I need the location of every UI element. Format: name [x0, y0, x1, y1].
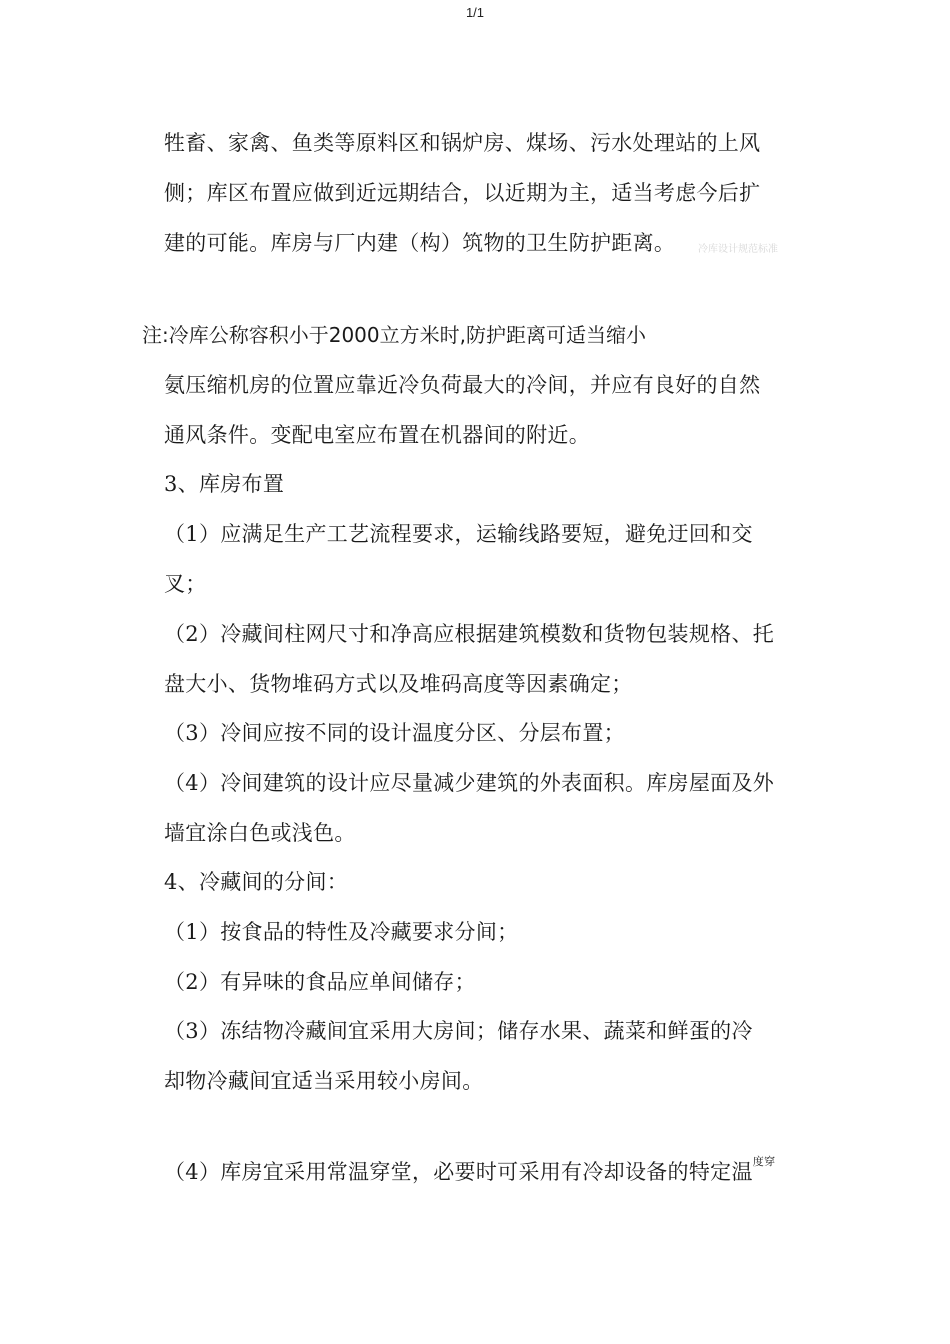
paragraph-2-line-2: 通风条件。变配电室应布置在机器间的附近。: [164, 423, 590, 447]
paragraph-1-line-1: 牲畜、家禽、鱼类等原料区和锅炉房、煤场、污水处理站的上风: [164, 131, 761, 155]
page-number: 1/1: [465, 5, 485, 20]
section-3-item-4-line-2: 墙宜涂白色或浅色。: [164, 821, 356, 845]
paragraph-2-line-1: 氨压缩机房的位置应靠近冷负荷最大的冷间，并应有良好的自然: [164, 373, 761, 397]
section-4-item-1: （1）按食品的特性及冷藏要求分间；: [164, 920, 519, 944]
paragraph-1-line-3: 建的可能。库房与厂内建（构）筑物的卫生防护距离。: [164, 231, 676, 255]
section-4-item-2: （2）有异味的食品应单间储存；: [164, 970, 476, 994]
section-3-item-2-line-1: （2）冷藏间柱网尺寸和净高应根据建筑模数和货物包装规格、托: [164, 622, 775, 646]
note-line: 注:冷库公称容积小于2000立方米时,防护距离可适当缩小: [142, 323, 646, 347]
paragraph-1-line-2: 侧；库区布置应做到近远期结合，以近期为主，适当考虑今后扩: [164, 181, 761, 205]
section-3-item-2-line-2: 盘大小、货物堆码方式以及堆码高度等因素确定；: [164, 672, 633, 696]
watermark-text: 冷库设计规范标准: [698, 244, 778, 255]
section-4-item-4-superscript: 度穿: [752, 1155, 776, 1168]
section-3-item-1-line-1: （1）应满足生产工艺流程要求，运输线路要短，避免迂回和交: [164, 522, 753, 546]
section-4-item-4-text: （4）库房宜采用常温穿堂，必要时可采用有冷却设备的特定温: [164, 1160, 753, 1184]
section-4-item-3-line-1: （3）冻结物冷藏间宜采用大房间；储存水果、蔬菜和鲜蛋的冷: [164, 1019, 753, 1043]
section-3-item-1-line-2: 叉；: [164, 572, 207, 596]
section-4-item-3-line-2: 却物冷藏间宜适当采用较小房间。: [164, 1069, 484, 1093]
section-3-heading: 3、库房布置: [164, 472, 285, 496]
section-3-item-4-line-1: （4）冷间建筑的设计应尽量减少建筑的外表面积。库房屋面及外: [164, 771, 775, 795]
section-4-item-4: [164, 1157, 775, 1187]
section-4-heading: 4、冷藏间的分间：: [164, 870, 349, 894]
section-3-item-3: （3）冷间应按不同的设计温度分区、分层布置；: [164, 721, 625, 745]
